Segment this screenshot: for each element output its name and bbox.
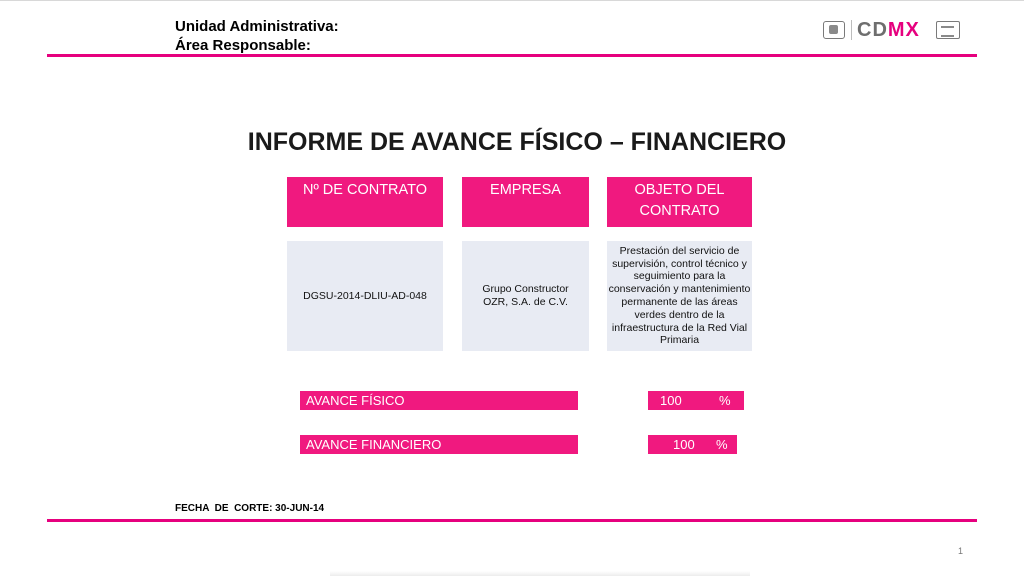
bottom-shadow: [330, 571, 750, 576]
cell-contrato: DGSU-2014-DLIU-AD-048: [287, 241, 443, 351]
government-seal-icon: [823, 21, 845, 39]
top-border: [0, 0, 1024, 1]
avance-fisico-label: AVANCE FÍSICO: [300, 391, 578, 410]
emblem-icon: [936, 21, 960, 39]
header-contrato: Nº DE CONTRATO: [287, 177, 443, 227]
avance-financiero-value: 100 %: [648, 435, 737, 454]
cell-objeto: Prestación del servicio de supervisión, control técnico y seguimiento para la conservación y mantenimiento permanente de las áreas verdes dentro de la infraestructura de la Red Vial Primaria: [607, 241, 752, 351]
cdmx-wordmark: CDMX: [857, 19, 920, 41]
unidad-administrativa-label: Unidad Administrativa:: [175, 18, 339, 35]
cdmx-logo: [823, 19, 960, 41]
footer-divider: [47, 519, 977, 522]
header-labels: [175, 17, 339, 55]
page-number: 1: [958, 546, 964, 556]
area-responsable-label: Área Responsable:: [175, 37, 311, 54]
cell-empresa: Grupo Constructor OZR, S.A. de C.V.: [462, 241, 589, 351]
avance-fisico-value: 100 %: [648, 391, 744, 410]
header-empresa: EMPRESA: [462, 177, 589, 227]
report-title: INFORME DE AVANCE FÍSICO – FINANCIERO: [247, 128, 787, 156]
header-divider: [47, 54, 977, 57]
fecha-corte: FECHA DE CORTE: 30-JUN-14: [175, 503, 325, 514]
logo-divider: [851, 20, 852, 40]
avance-financiero-label: AVANCE FINANCIERO: [300, 435, 578, 454]
header-objeto: OBJETO DEL CONTRATO: [607, 177, 752, 227]
